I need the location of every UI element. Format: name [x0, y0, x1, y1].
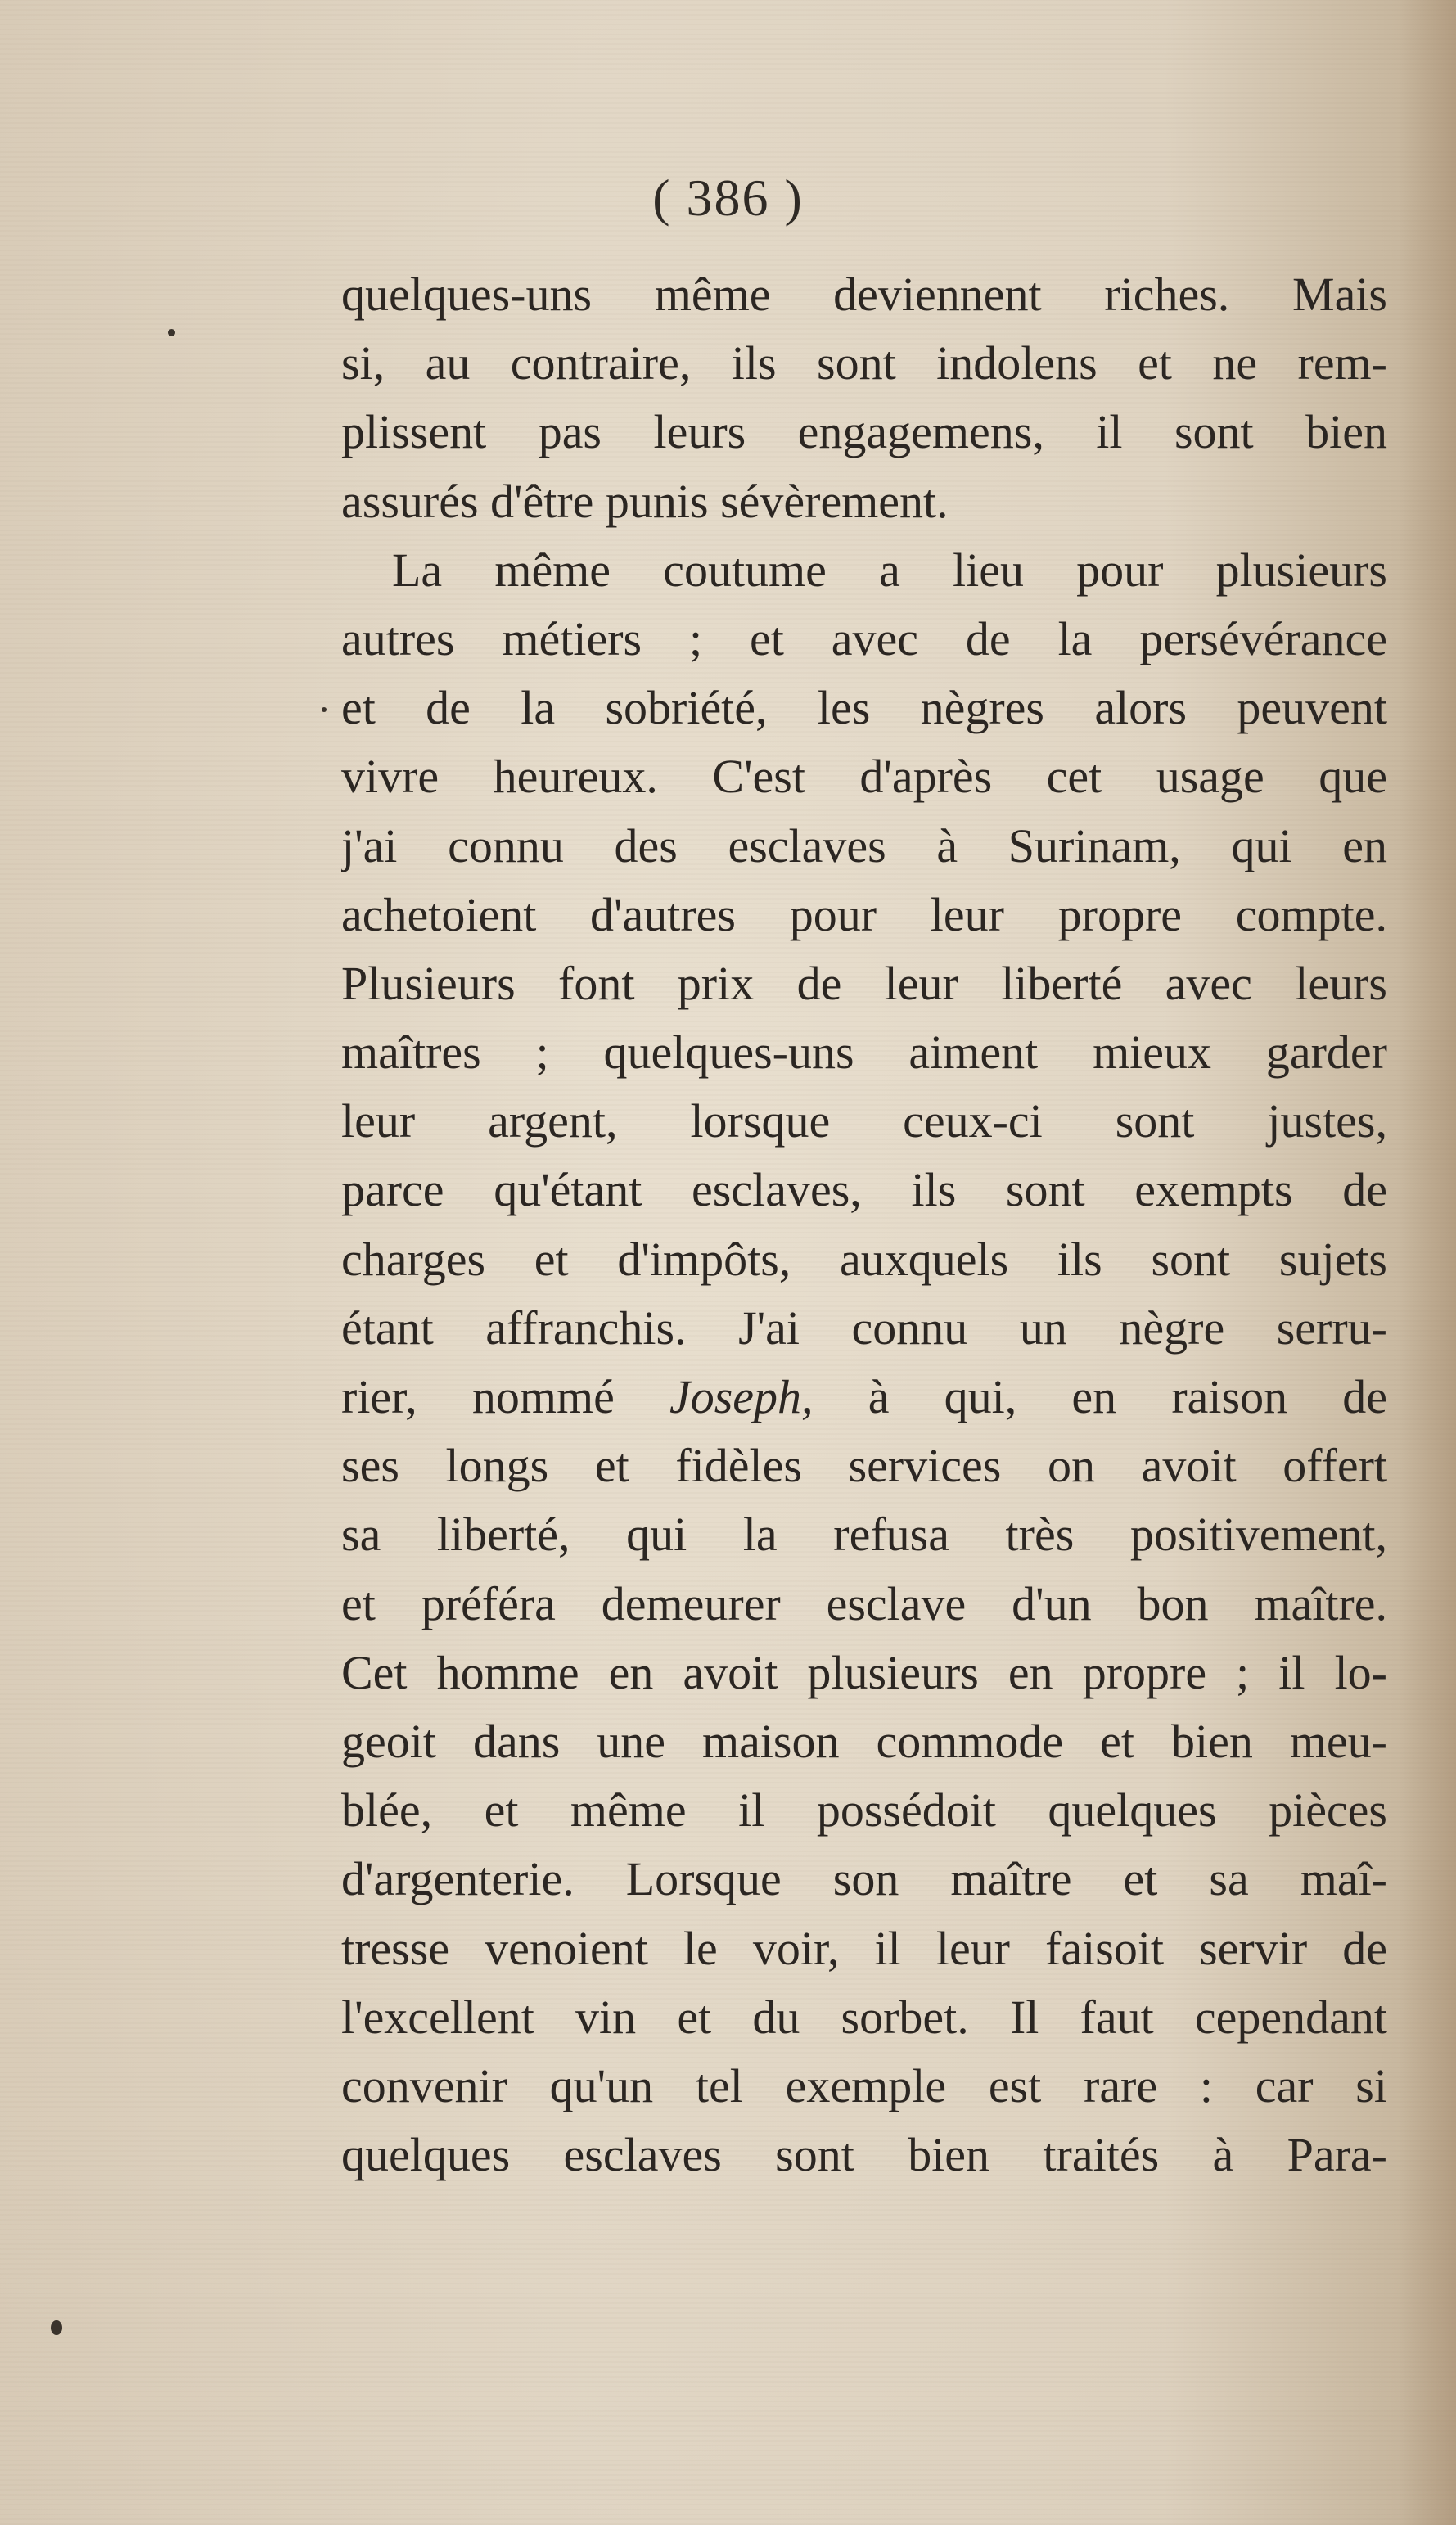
text-line: leur argent, lorsque ceux-ci sont justes,	[341, 1094, 1387, 1148]
text-line: convenir qu'un tel exemple est rare : car si	[341, 2058, 1387, 2112]
page-edge-shadow	[1399, 0, 1456, 2525]
text-line: plissent pas leurs engagemens, il sont bien	[341, 405, 1387, 459]
text-line: et préféra demeurer esclave d'un bon maître.	[341, 1576, 1387, 1630]
page-number: ( 386 )	[652, 169, 804, 227]
text-fragment: rier, nommé	[341, 1370, 615, 1423]
body-text	[341, 260, 1387, 2189]
ink-speck	[51, 2320, 62, 2335]
ink-speck	[322, 707, 327, 712]
text-line: charges et d'impôts, auxquels ils sont sujets	[341, 1232, 1387, 1286]
text-line: l'excellent vin et du sorbet. Il faut cependant	[341, 1990, 1387, 2044]
text-line: geoit dans une maison commode et bien meu-	[341, 1714, 1387, 1768]
italic-name: Joseph,	[669, 1370, 814, 1423]
text-line: quelques esclaves sont bien traités à Para-	[341, 2128, 1387, 2182]
text-line: assurés d'être punis sévèrement.	[341, 474, 949, 528]
text-line: étant affranchis. J'ai connu un nègre serru-	[341, 1301, 1387, 1355]
text-line: d'argenterie. Lorsque son maître et sa maî-	[341, 1852, 1387, 1906]
text-line: si, au contraire, ils sont indolens et ne rem-	[341, 336, 1387, 390]
ink-speck	[168, 329, 175, 336]
paragraph-first-line: La même coutume a lieu pour plusieurs	[392, 543, 1387, 597]
text-line: et de la sobriété, les nègres alors peuvent	[341, 681, 1387, 735]
text-line: vivre heureux. C'est d'après cet usage que	[341, 750, 1387, 804]
text-line: Cet homme en avoit plusieurs en propre ; il lo-	[341, 1645, 1387, 1699]
text-line: maîtres ; quelques-uns aiment mieux garder	[341, 1026, 1387, 1080]
text-line: parce qu'étant esclaves, ils sont exempts de	[341, 1163, 1387, 1217]
text-line: achetoient d'autres pour leur propre compte.	[341, 887, 1387, 941]
text-line: quelques-uns même deviennent riches. Mais	[341, 268, 1387, 321]
text-fragment: à qui, en raison de	[868, 1370, 1387, 1423]
text-line: autres métiers ; et avec de la persévérance	[341, 611, 1387, 665]
text-line: blée, et même il possédoit quelques pièces	[341, 1783, 1387, 1837]
text-line: sa liberté, qui la refusa très positivement,	[341, 1508, 1387, 1562]
text-line: tresse venoient le voir, il leur faisoit servir de	[341, 1921, 1387, 1975]
text-line	[341, 1363, 1387, 1432]
text-line: Plusieurs font prix de leur liberté avec leurs	[341, 956, 1387, 1010]
text-line: ses longs et fidèles services on avoit offert	[341, 1439, 1387, 1493]
text-line: j'ai connu des esclaves à Surinam, qui en	[341, 818, 1387, 872]
